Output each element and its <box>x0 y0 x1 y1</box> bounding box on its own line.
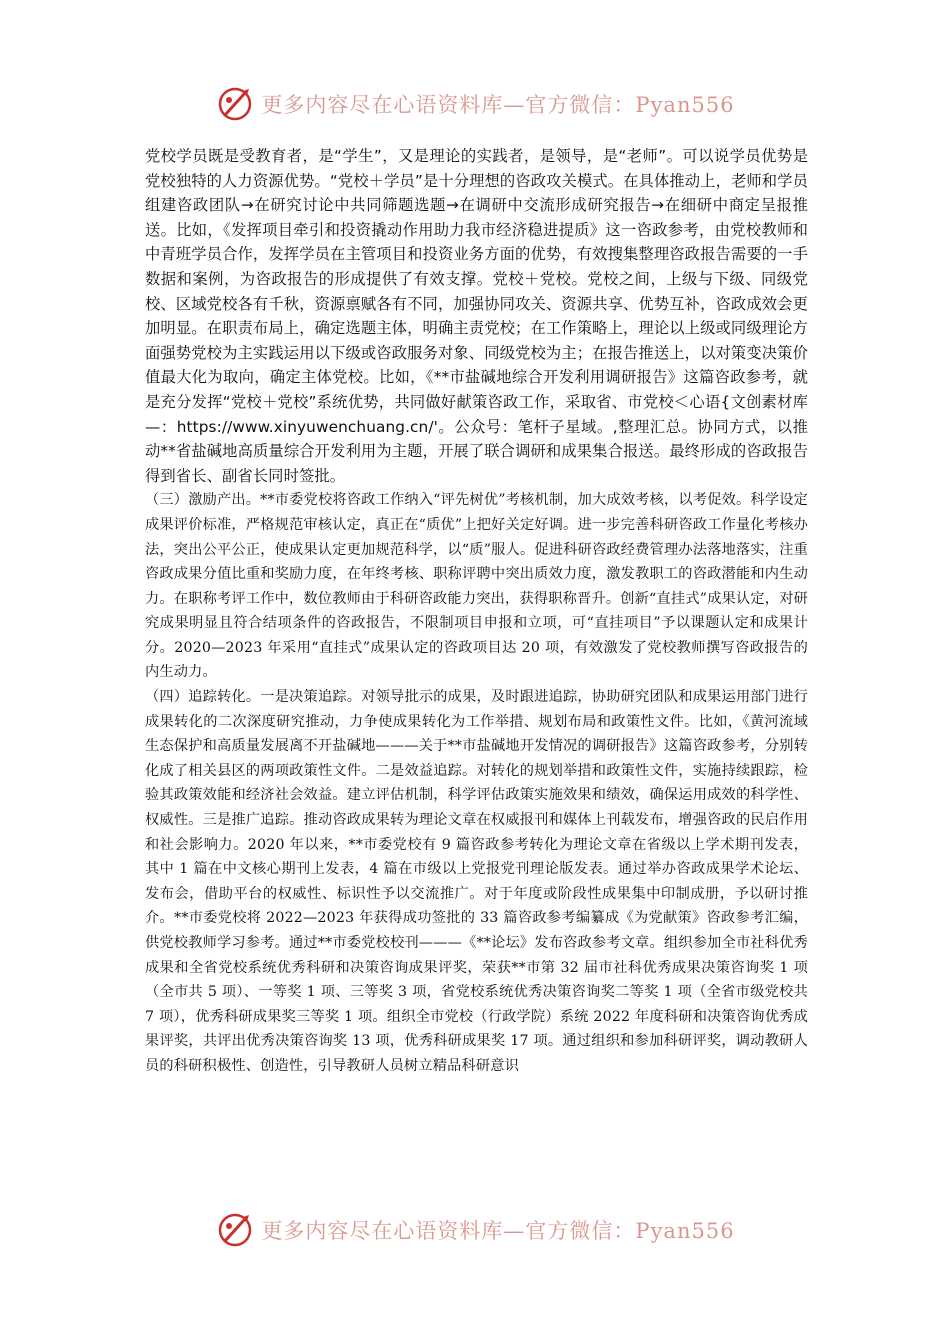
logo-icon <box>215 84 255 124</box>
banner-text: 更多内容尽在心语资料库—官方微信：Pyan556 <box>261 1219 735 1243</box>
paragraph-1: 党校学员既是受教育者，是“学生”，又是理论的实践者，是领导，是“老师”。可以说学员优势是党校独特的人力资源优势。“党校＋学员”是十分理想的咨政攻关模式。在具体推动上，老师和学员组建咨政团队→在研究讨论中共同筛题选题→在调研中交流形成研究报告→在细研中商定呈报推送。比如，《发挥项目牵引和投资撬动作用助力我市经济稳进提质》这一咨政参考，由党校教师和中青班学员合作，发挥学员在主管项目和投资业务方面的优势，有效搜集整理咨政报告需要的一手数据和案例，为咨政报告的形成提供了有效支撑。党校＋党校。党校之间，上级与下级、同级党校、区域党校各有千秋，资源禀赋各有不同，加强协同攻关、资源共享、优势互补，咨政成效会更加明显。在职责布局上，确定选题主体，明确主责党校；在工作策略上，理论以上级或同级理论方面强势党校为主实践运用以下级或咨政服务对象、同级党校为主；在报告推送上，以对策变决策价值最大化为取向，确定主体党校。比如，《**市盐碱地综合开发利用调研报告》这篇咨政参考，就是充分发挥“党校＋党校”系统优势，共同做好献策咨政工作，采取省、市党校＜心语{文创素材库—：https://www.xinyuwenchuang.cn/'。公众号：笔杆子星域。,整理汇总。协同方式，以推动**省盐碱地高质量综合开发利用为主题，开展了联合调研和成果集合报送。最终形成的咨政报告得到省长、副省长同时签批。 <box>145 147 808 485</box>
paragraph-2: （三）激励产出。**市委党校将咨政工作纳入“评先树优”考核机制，加大成效考核，以考促效。科学设定成果评价标准，严格规范审核认定，真正在“质优”上把好关定好调。进一步完善科研咨政工作量化考核办法，突出公平公正，使成果认定更加规范科学，以“质”服人。促进科研咨政经费管理办法落地落实，注重咨政成果分值比重和奖励力度，在年终考核、职称评聘中突出质效力度，激发教职工的咨政潜能和内生动力。在职称考评工作中，数位教师由于科研咨政能力突出，获得职称晋升。创新“直挂式”成果认定，对研究成果明显且符合结项条件的咨政报告，不限制项目申报和立项，可“直挂项目”予以课题认定和成果计分。2020—2023 年采用“直挂式”成果认定的咨政项目达 20 项，有效激发了党校教师撰写咨政报告的内生动力。 <box>145 492 808 681</box>
footer-banner <box>0 1204 950 1256</box>
paragraph-3: （四）追踪转化。一是决策追踪。对领导批示的成果，及时跟进追踪，协助研究团队和成果运用部门进行成果转化的二次深度研究推动，力争使成果转化为工作举措、规划布局和政策性文件。比如，《黄河流域生态保护和高质量发展离不开盐碱地———关于**市盐碱地开发情况的调研报告》这篇咨政参考，分别转化成了相关县区的两项政策性文件。二是效益追踪。对转化的规划举措和政策性文件，实施持续跟踪，检验其政策效能和经济社会效益。建立评估机制，科学评估政策实施效果和绩效，确保运用成效的科学性、权威性。三是推广追踪。推动咨政成果转为理论文章在权威报刊和媒体上刊载发布，增强咨政的民启作用和社会影响力。2020 年以来，**市委党校有 9 篇咨政参考转化为理论文章在省级以上学术期刊发表，其中 1 篇在中文核心期刊上发表，4 篇在市级以上党报党刊理论版发表。通过举办咨政成果学术论坛、发布会，借助平台的权威性、标识性予以交流推广。对于年度或阶段性成果集中印制成册，予以研讨推介。**市委党校将 2022—2023 年获得成功签批的 33 篇咨政参考编纂成《为党献策》咨政参考汇编，供党校教师学习参考。通过**市委党校校刊———《**论坛》发布咨政参考文章。组织参加全市社科优秀成果和全省党校系统优秀科研和决策咨询成果评奖，荣获**市第 32 届市社科优秀成果决策咨询奖 1 项（全市共 5 项）、一等奖 1 项、三等奖 3 项，省党校系统优秀决策咨询奖二等奖 1 项（全省市级党校共 7 项），优秀科研成果奖三等奖 1 项。组织全市党校（行政学院）系统 2022 年度科研和决策咨询优秀成果评奖，共评出优秀决策咨询奖 13 项，优秀科研成果奖 17 项。通过组织和参加科研评奖，调动教研人员的科研积极性、创造性，引导教研人员树立精品科研意识 <box>145 689 808 1074</box>
banner-text: 更多内容尽在心语资料库—官方微信：Pyan556 <box>261 93 735 117</box>
header-banner <box>0 78 950 130</box>
document-body <box>145 144 808 1079</box>
logo-icon <box>215 1210 255 1250</box>
